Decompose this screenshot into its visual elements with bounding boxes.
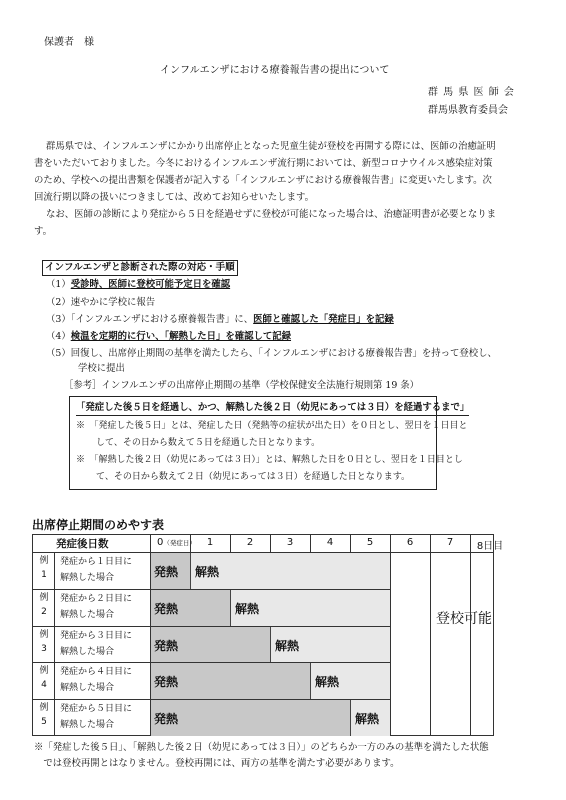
day-header: 5: [366, 537, 374, 548]
case-description-line: 発症から５日目に: [60, 704, 133, 715]
day-header: 7: [446, 537, 454, 548]
case-word: 例: [39, 629, 49, 640]
day-header: 6: [406, 537, 414, 548]
recovered-label: 解熱: [275, 638, 300, 653]
fever-label: 発熱: [154, 601, 179, 616]
fever-label: 発熱: [154, 675, 179, 690]
recovered-label: 解熱: [315, 675, 340, 690]
recovery-bar: [191, 553, 390, 589]
case-number: 1: [41, 570, 47, 580]
case-description: [60, 554, 132, 586]
issuer-medical-association: 群 馬 県 医 師 会: [428, 87, 515, 98]
addressee: 保護者 様: [44, 37, 94, 48]
case-label: [36, 664, 52, 692]
day-header: 3: [286, 537, 294, 548]
fever-bar: [151, 700, 351, 736]
procedure-heading: インフルエンザと診断された際の対応・手順: [42, 260, 238, 276]
step-text: 「インフルエンザにおける療養報告書」に、: [70, 314, 254, 325]
grid-line: [190, 534, 191, 552]
step-5-continuation: 学校に提出: [78, 363, 125, 374]
step-1: [46, 278, 230, 292]
fever-label: 発熱: [154, 565, 179, 579]
case-description-line: 解熱した場合: [60, 646, 115, 657]
issuer-board-of-education: 群馬県教育委員会: [428, 105, 508, 116]
body-line-1: 群馬県では、インフルエンザにかかり出席停止となった児童生徒が登校を再開する際には、医師の治癒証明: [46, 141, 496, 152]
day-header: 4: [326, 537, 334, 548]
case-word: 例: [39, 556, 49, 566]
criteria-note-1a: ※ 「発症した後５日」とは、発症した日（発熱等の症状が出た日）を０日とし、翌日を１日目と: [76, 421, 468, 431]
criteria-rule: 「発症した後５日を経過し、かつ、解熱した後２日（幼児にあっては３日）を経過するまで」: [76, 401, 469, 416]
reference-note: ［参考］インフルエンザの出席停止期間の基準（学校保健安全法施行規則第 19 条）: [64, 380, 420, 391]
case-word: 例: [39, 703, 49, 714]
fever-label: 発熱: [154, 638, 179, 653]
step-text: 回復し、出席停止期間の基準を満たしたら、「インフルエンザにおける療養報告書」を持って登校し、: [70, 348, 497, 359]
step-text: 検温を定期的に行い、「解熱した日」を確認して記録: [70, 331, 292, 342]
case-description-line: 解熱した場合: [60, 683, 115, 694]
case-number: 3: [41, 643, 47, 654]
body-line-6: す。: [34, 226, 52, 237]
grid-line: [430, 534, 431, 736]
case-label: [36, 554, 52, 582]
step-number: （3）: [46, 314, 71, 325]
header-label: 発症後日数: [56, 538, 109, 550]
case-description-line: 解熱した場合: [60, 720, 115, 731]
day-header: 1: [206, 537, 214, 548]
step-text: 速やかに学校に報告: [70, 297, 156, 308]
day-header: 8日目: [476, 541, 504, 552]
case-description-line: 発症から２日目に: [60, 593, 133, 604]
recovered-label: 解熱: [195, 565, 220, 579]
recovered-label: 解熱: [235, 601, 260, 616]
case-description-line: 発症から１日目に: [60, 557, 133, 567]
step-text: 受診時、医師に登校可能予定日を確認: [70, 279, 231, 290]
body-line-4: 回流行期以降の扱いにつきましては、改めてお知らせいたします。: [34, 192, 315, 203]
criteria-note-1b: して、その日から数えて５日を経過した日となります。: [96, 438, 321, 448]
header-divider: [32, 552, 494, 553]
case-description: [60, 664, 132, 696]
page-title: インフルエンザにおける療養報告書の提出について: [160, 65, 390, 76]
grid-line: [470, 534, 471, 736]
case-description: [60, 591, 132, 623]
case-description-line: 解熱した場合: [60, 573, 115, 583]
step-5: [46, 347, 497, 361]
grid-line: [310, 534, 311, 552]
day-0-note: （発症日）: [163, 539, 196, 547]
grid-line: [390, 534, 391, 736]
case-description: [60, 701, 132, 733]
body-line-3: のため、学校への提出書類を保護者が記入する「インフルエンザにおける療養報告書」に変更いたします。次: [34, 175, 492, 186]
step-2: [46, 296, 155, 310]
step-number: （2）: [46, 297, 71, 308]
day-header: 2: [246, 537, 254, 548]
body-line-5: なお、医師の診断により発症から５日を経過せずに登校が可能になった場合は、治癒証明書が必要となりま: [46, 209, 497, 220]
case-label: [36, 628, 52, 656]
case-word: 例: [39, 592, 49, 603]
step-number: （4）: [46, 331, 71, 342]
recovered-label: 解熱: [355, 712, 380, 727]
attendance-table: [32, 534, 504, 736]
body-line-2: 書をいただいておりました。今冬におけるインフルエンザ流行期においては、新型コロナウイルス感染症対策: [34, 158, 493, 169]
step-3: [46, 313, 394, 327]
case-label: [36, 701, 52, 729]
step-4: [46, 330, 291, 344]
step-text-emphasis: 医師と確認した「発症日」を記録: [253, 314, 394, 325]
day-0: 0: [157, 537, 164, 548]
grid-line: [54, 552, 55, 736]
step-number: （5）: [46, 348, 71, 359]
case-description-line: 発症から４日目に: [60, 667, 133, 678]
case-description-line: 発症から３日目に: [60, 630, 133, 641]
grid-line: [270, 534, 271, 552]
footnote-line-1: ※「発症した後５日」、「解熱した後２日（幼児にあっては３日）」のどちらか一方のみの基準を満たした状態: [34, 742, 489, 753]
criteria-note-2b: て、その日から数えて２日（幼児にあっては３日）を経過した日となります。: [96, 472, 411, 482]
step-number: （1）: [46, 279, 71, 290]
table-title: 出席停止期間のめやす表: [32, 518, 165, 532]
grid-line: [150, 552, 151, 736]
case-number: 4: [41, 680, 47, 691]
case-description-line: 解熱した場合: [60, 609, 115, 620]
footnote-line-2: では登校再開とはなりません。登校再開には、両方の基準を満たす必要があります。: [34, 758, 400, 769]
grid-line: [350, 534, 351, 552]
criteria-note-2a: ※ 「解熱した後２日（幼児にあっては３日）」とは、解熱した日を０日とし、翌日を１日目とし: [76, 455, 463, 465]
grid-line: [230, 534, 231, 552]
fever-label: 発熱: [154, 712, 179, 727]
case-word: 例: [39, 666, 49, 677]
case-number: 2: [41, 606, 47, 617]
case-description: [60, 628, 132, 660]
can-attend-label: 登校可能: [436, 611, 492, 627]
grid-line: [150, 534, 151, 552]
case-number: 5: [41, 717, 47, 728]
case-label: [36, 591, 52, 619]
